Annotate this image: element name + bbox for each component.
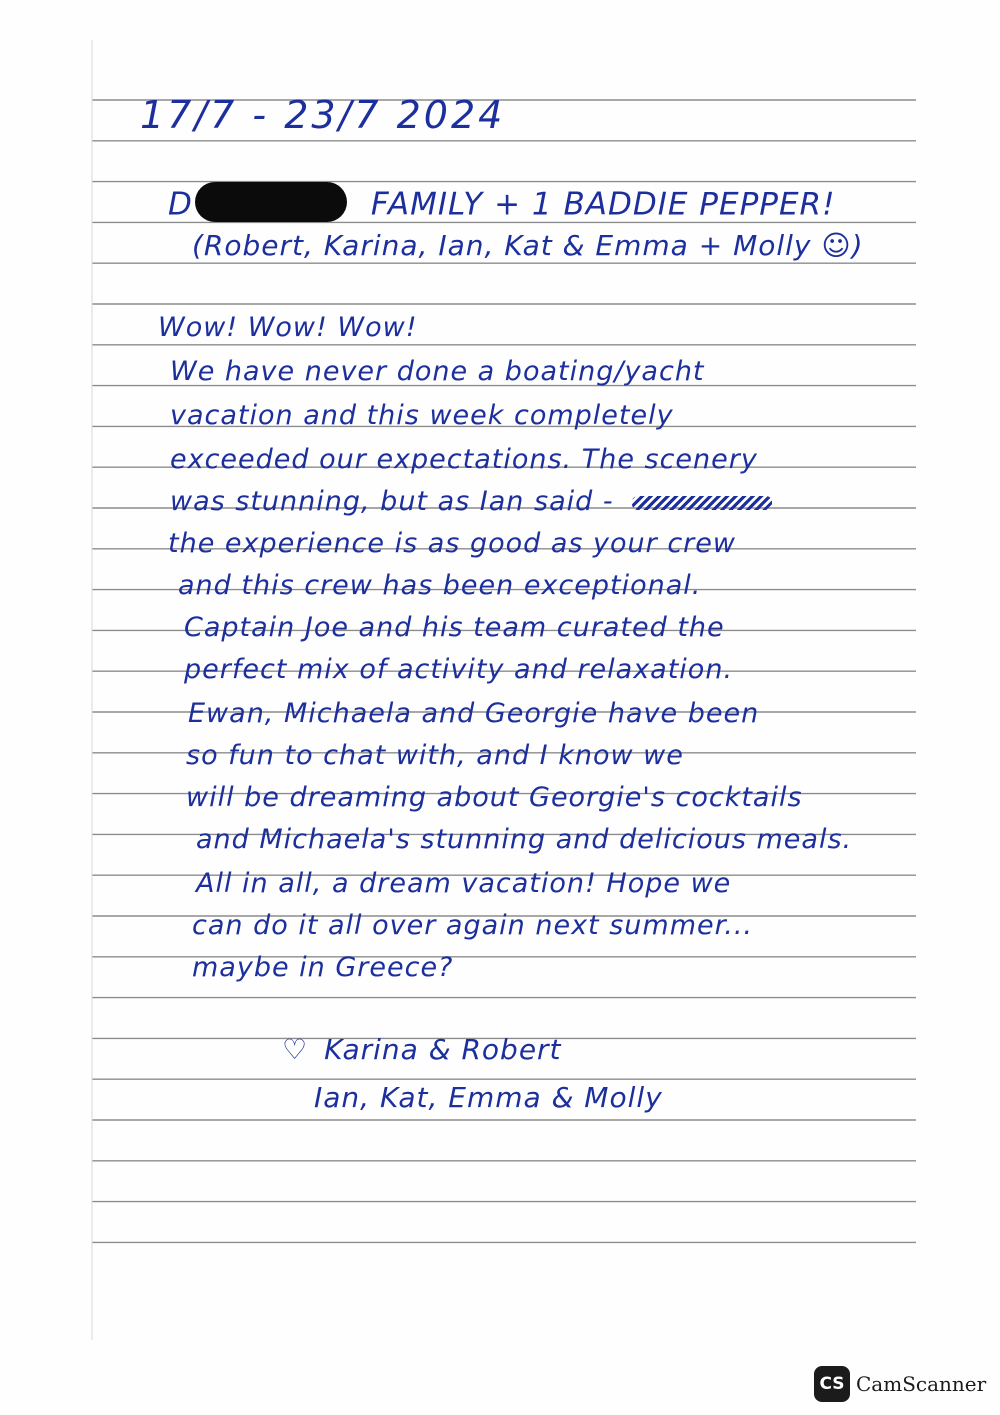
body-line: All in all, a dream vacation! Hope we — [196, 868, 732, 899]
title-rest: FAMILY + 1 BADDIE PEPPER! — [370, 186, 836, 223]
body-line: We have never done a boating/yacht — [170, 356, 705, 387]
family-names: (Robert, Karina, Ian, Kat & Emma + Molly ☺) — [192, 229, 864, 262]
body-line: will be dreaming about Georgie's cocktails — [186, 782, 803, 813]
camscanner-watermark — [814, 1364, 986, 1404]
signature-line-1 — [282, 1033, 562, 1066]
camscanner-logo-icon: CS — [814, 1366, 850, 1402]
body-line: Captain Joe and his team curated the — [184, 612, 725, 643]
redacted-surname — [195, 182, 347, 222]
signature-names-1: Karina & Robert — [324, 1033, 562, 1066]
heart-icon: ♡ — [282, 1033, 309, 1066]
camscanner-label: CamScanner — [856, 1372, 987, 1396]
body-line: perfect mix of activity and relaxation. — [184, 654, 734, 685]
body-line: and Michaela's stunning and delicious meals. — [196, 824, 853, 855]
body-line: and this crew has been exceptional. — [178, 570, 702, 601]
body-line: was stunning, but as Ian said - — [170, 488, 772, 515]
body-line: Ewan, Michaela and Georgie have been — [188, 698, 760, 729]
body-line: can do it all over again next summer... — [192, 910, 753, 941]
crossed-out-scribble — [632, 496, 772, 510]
date-range: 17/7 - 23/7 2024 — [140, 93, 506, 137]
note-title — [168, 186, 836, 226]
body-line: the experience is as good as your crew — [168, 528, 736, 559]
body-line: Wow! Wow! Wow! — [158, 312, 418, 343]
signature-line-2: Ian, Kat, Emma & Molly — [314, 1081, 663, 1114]
title-initial: D — [168, 186, 193, 223]
body-line: exceeded our expectations. The scenery — [170, 444, 758, 475]
body-line: maybe in Greece? — [192, 952, 454, 983]
body-line: so fun to chat with, and I know we — [186, 740, 684, 771]
body-line: vacation and this week completely — [170, 400, 674, 431]
